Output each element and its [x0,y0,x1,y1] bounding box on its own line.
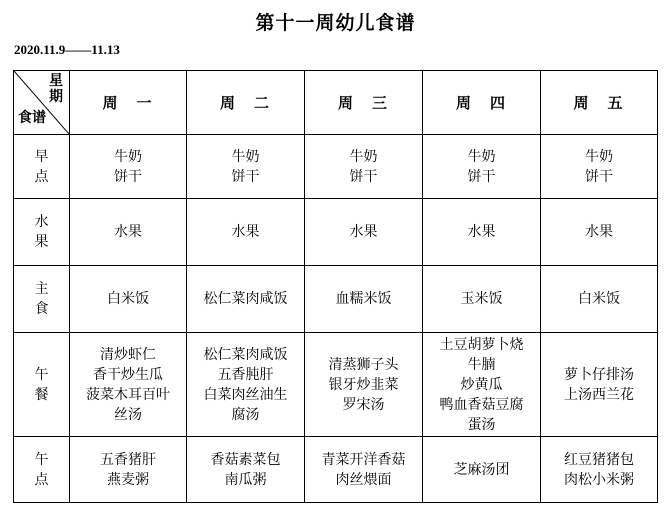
corner-week-char-1: 星 [49,73,63,89]
row-label-afternoon-snack: 午 点 [14,437,70,503]
day-header-fri: 周 五 [541,71,658,135]
corner-cell [14,71,70,135]
menu-cell: 玉米饭 [423,266,541,333]
menu-cell: 水果 [70,199,187,266]
menu-cell: 清蒸狮子头 银牙炒韭菜 罗宋汤 [305,333,423,437]
day-header-thu: 周 四 [423,71,541,135]
table-row [14,266,658,333]
menu-cell: 牛奶 饼干 [70,135,187,199]
menu-cell: 牛奶 饼干 [187,135,305,199]
menu-cell: 清炒虾仁 香干炒生瓜 菠菜木耳百叶 丝汤 [70,333,187,437]
menu-cell: 土豆胡萝卜烧 牛腩 炒黄瓜 鸭血香菇豆腐 蛋汤 [423,333,541,437]
menu-cell: 水果 [423,199,541,266]
menu-cell: 白米饭 [541,266,658,333]
menu-cell: 血糯米饭 [305,266,423,333]
menu-cell: 红豆猪猪包 肉松小米粥 [541,437,658,503]
table-row [14,135,658,199]
day-header-wed: 周 三 [305,71,423,135]
header-row [14,71,658,135]
menu-cell: 松仁菜肉咸饭 五香肫肝 白菜肉丝油生 腐汤 [187,333,305,437]
row-label-breakfast: 早 点 [14,135,70,199]
corner-week-char-2: 期 [49,89,63,105]
row-label-fruit: 水 果 [14,199,70,266]
menu-cell: 白米饭 [70,266,187,333]
menu-cell: 五香猪肝 燕麦粥 [70,437,187,503]
row-label-staple: 主 食 [14,266,70,333]
table-row [14,199,658,266]
day-header-mon: 周 一 [70,71,187,135]
corner-menu-label: 食谱 [18,110,46,126]
page-title: 第十一周幼儿食谱 [255,12,416,34]
menu-cell: 水果 [305,199,423,266]
row-label-lunch: 午 餐 [14,333,70,437]
menu-cell: 牛奶 饼干 [423,135,541,199]
table-row [14,437,658,503]
menu-cell: 牛奶 饼干 [305,135,423,199]
menu-cell: 香菇素菜包 南瓜粥 [187,437,305,503]
menu-cell: 水果 [187,199,305,266]
day-header-tue: 周 二 [187,71,305,135]
menu-cell: 萝卜仔排汤 上汤西兰花 [541,333,658,437]
menu-cell: 牛奶 饼干 [541,135,658,199]
menu-cell: 水果 [541,199,658,266]
menu-cell: 松仁菜肉咸饭 [187,266,305,333]
menu-cell: 青菜开洋香菇 肉丝煨面 [305,437,423,503]
corner-week-label [49,73,63,105]
menu-table [13,70,658,503]
table-row [14,333,658,437]
menu-cell: 芝麻汤团 [423,437,541,503]
date-range: 2020.11.9——11.13 [14,42,120,57]
